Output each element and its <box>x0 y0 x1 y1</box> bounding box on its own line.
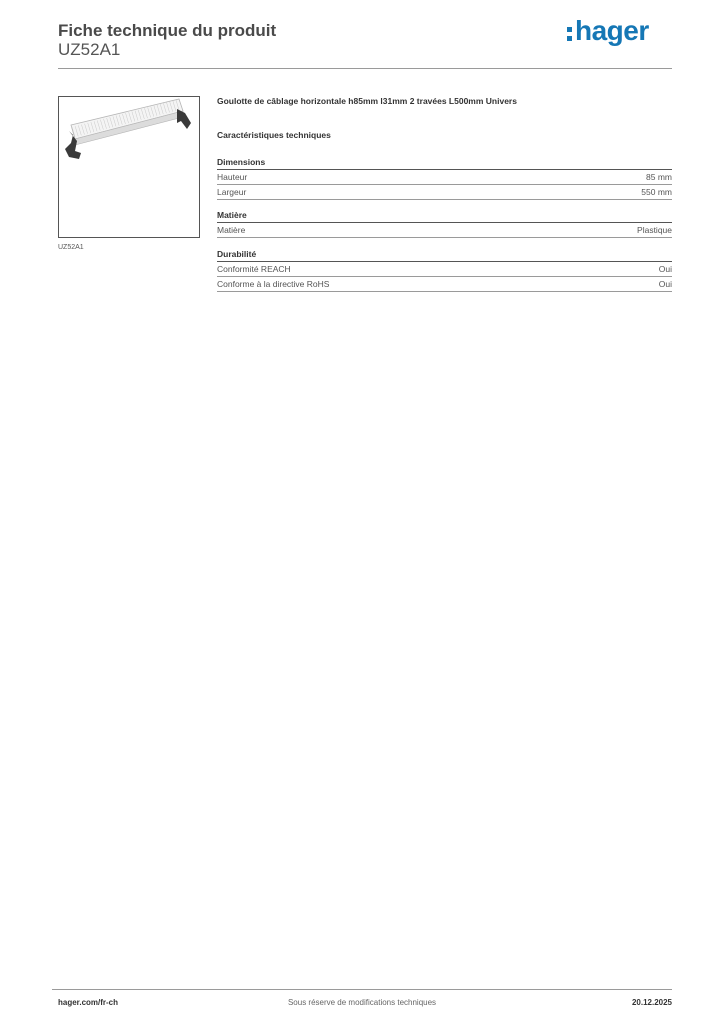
cable-duct-image <box>59 97 199 237</box>
spec-label: Hauteur <box>217 172 248 182</box>
product-image <box>58 96 200 238</box>
product-description: Goulotte de câblage horizontale h85mm l31mm 2 travées L500mm Univers <box>217 96 517 106</box>
hager-logo <box>567 14 649 48</box>
spec-value: 550 mm <box>641 187 672 197</box>
section-title: Matière <box>217 208 672 223</box>
spec-row <box>217 277 672 292</box>
spec-label: Largeur <box>217 187 247 197</box>
spec-row <box>217 185 672 200</box>
section-title: Dimensions <box>217 155 672 170</box>
spec-label: Matière <box>217 225 246 235</box>
spec-label: Conforme à la directive RoHS <box>217 279 330 289</box>
spec-value: Plastique <box>637 225 672 235</box>
section-durability <box>217 247 672 292</box>
footer-notice: Sous réserve de modifications techniques <box>287 998 437 1007</box>
right-bracket <box>177 109 191 129</box>
header-divider <box>58 68 672 69</box>
spec-value: 85 mm <box>646 172 672 182</box>
page-title: Fiche technique du produit <box>58 21 277 40</box>
spec-row <box>217 170 672 185</box>
specs-title: Caractéristiques techniques <box>217 130 331 140</box>
logo-wordmark: hager <box>575 15 649 46</box>
spec-value: Oui <box>658 279 672 289</box>
footer-website-link[interactable]: hager.com/fr-ch <box>58 998 119 1007</box>
image-caption: UZ52A1 <box>58 244 84 251</box>
product-reference: UZ52A1 <box>58 40 121 59</box>
section-dimensions <box>217 155 672 200</box>
logo-dots-icon <box>567 27 572 41</box>
spec-label: Conformité REACH <box>217 264 291 274</box>
section-material <box>217 208 672 238</box>
section-title: Durabilité <box>217 247 672 262</box>
spec-value: Oui <box>658 264 672 274</box>
footer-date: 20.12.2025 <box>631 998 672 1007</box>
spec-row <box>217 223 672 238</box>
footer-divider <box>52 989 672 990</box>
spec-row <box>217 262 672 277</box>
